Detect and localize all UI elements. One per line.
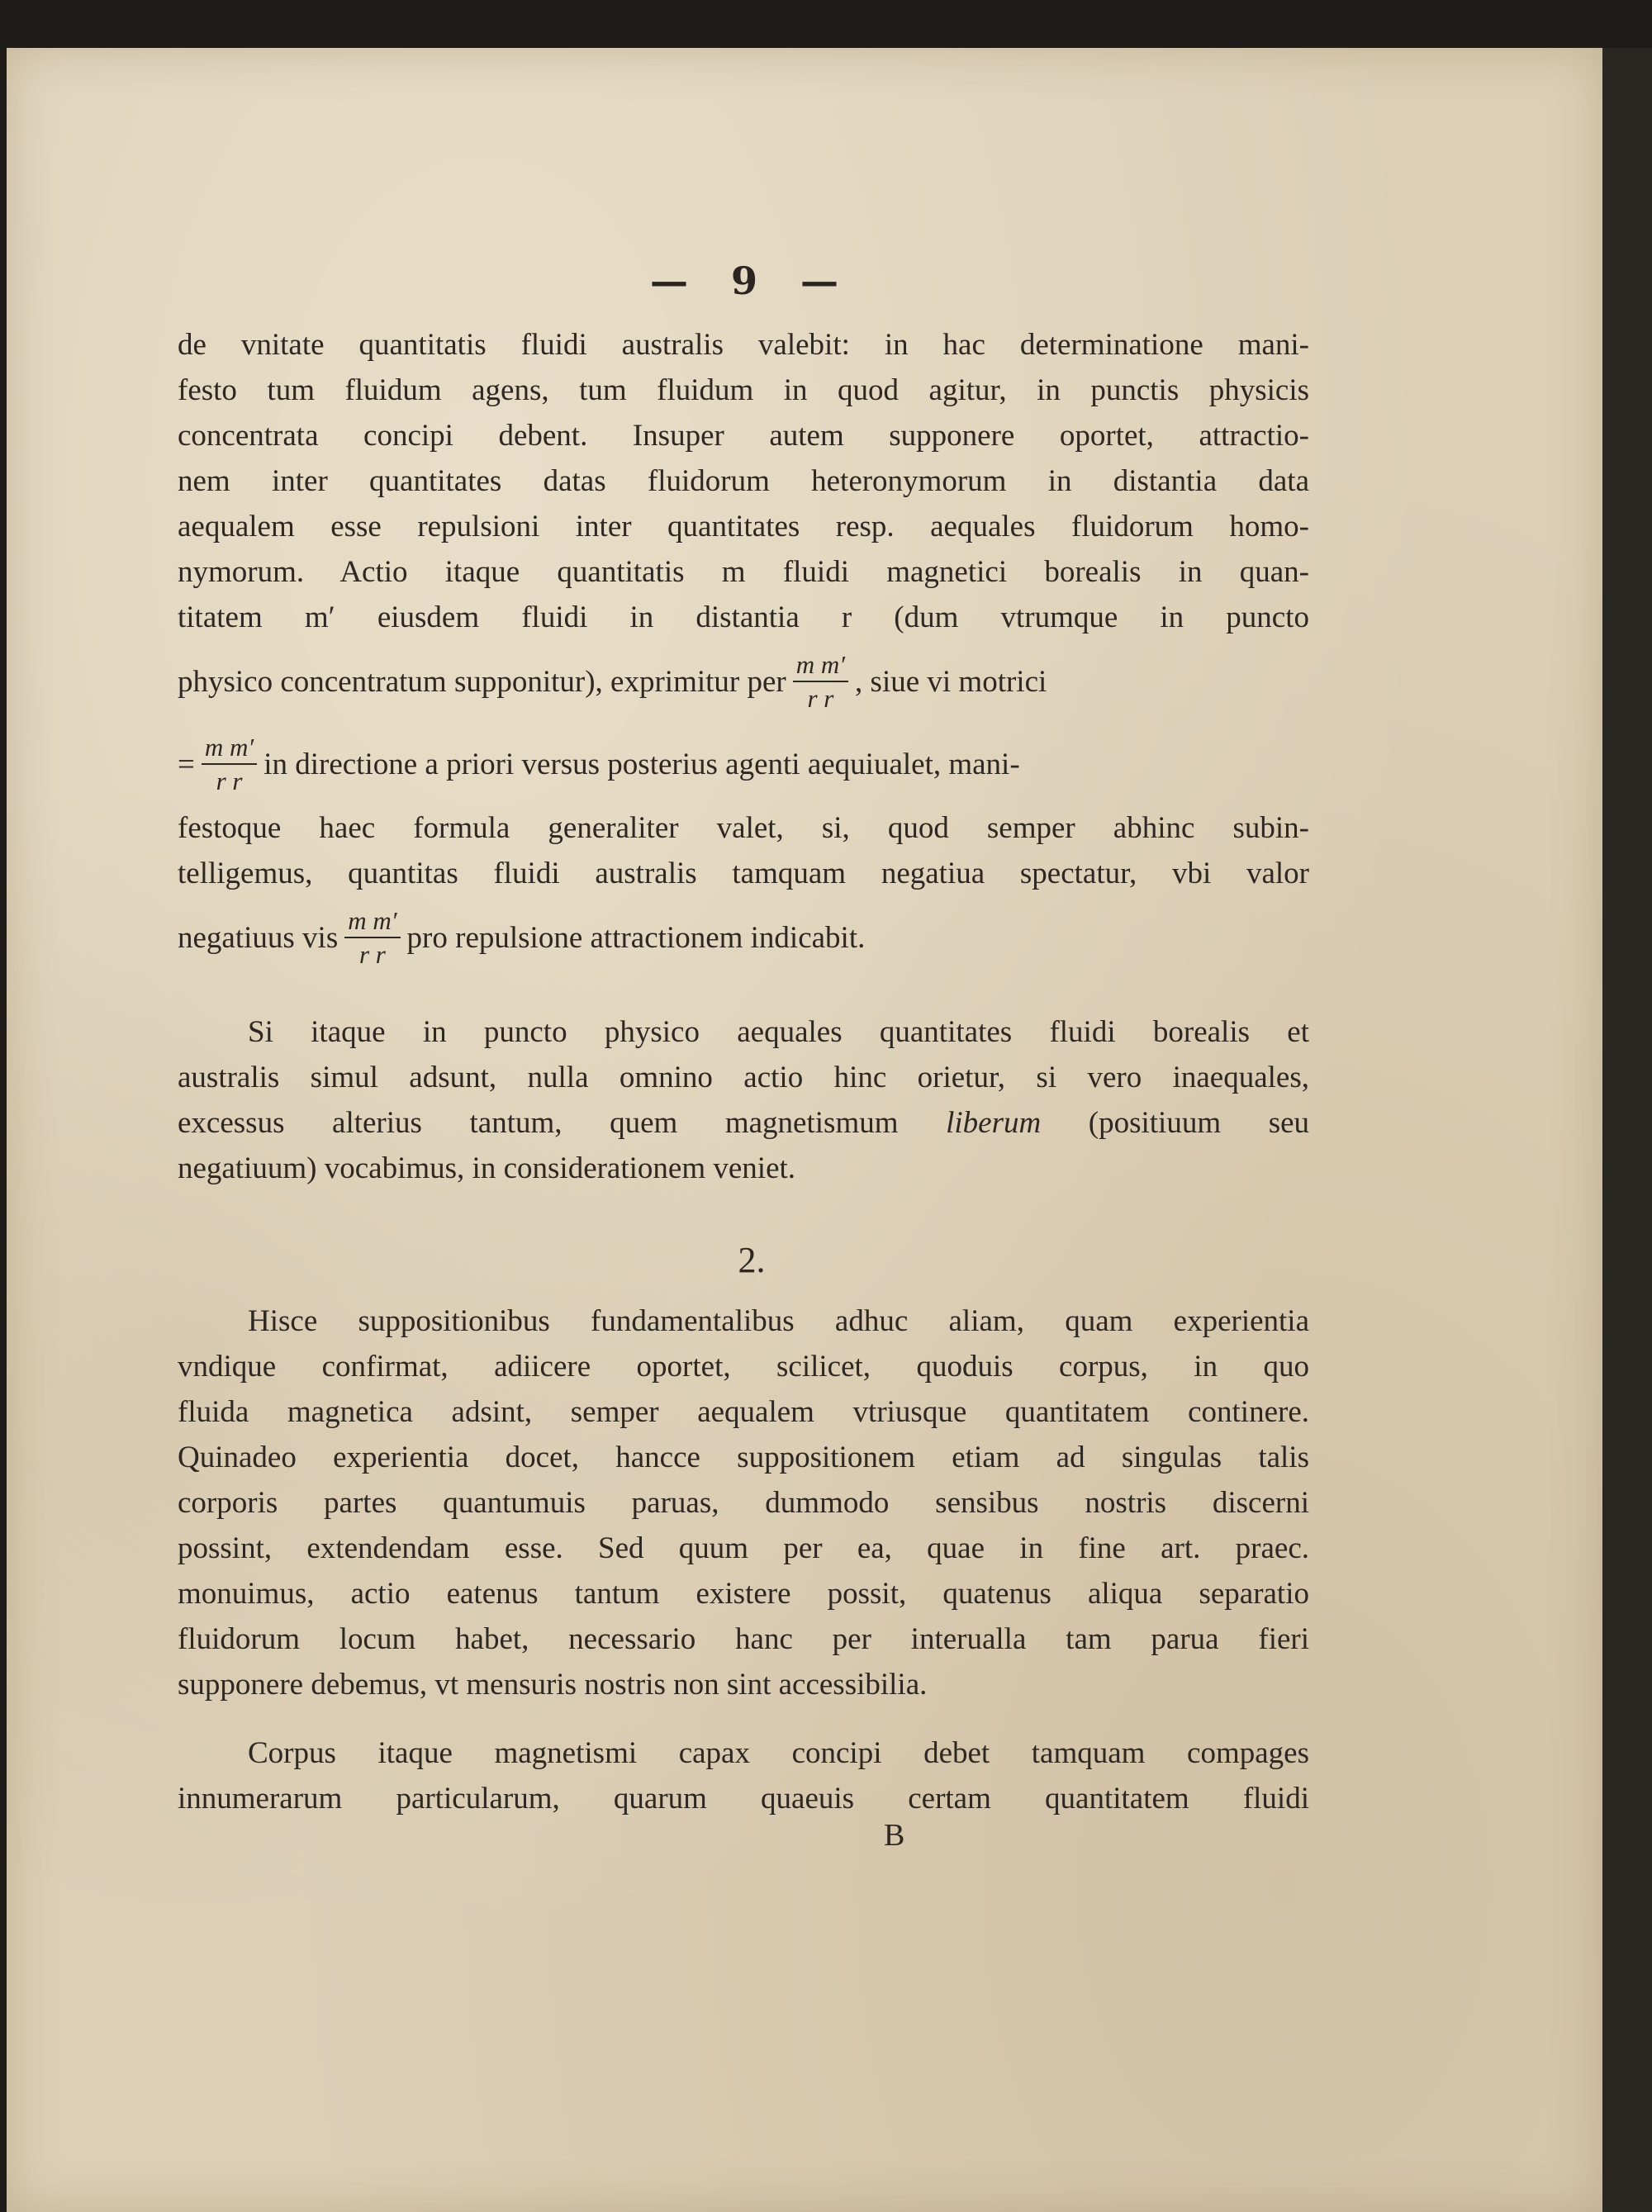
- text-line: aequalem esse repulsioni inter quantitates resp. aequales fluidorum homo-: [178, 510, 1309, 544]
- text-line: nymorum. Actio itaque quantitatis m fluidi magnetici borealis in quan-: [178, 555, 1309, 589]
- fraction-numerator: m m′: [344, 908, 400, 938]
- emphasis: liberum: [946, 1106, 1042, 1140]
- text-line: [178, 1100, 1309, 1146]
- formula-line-1: [178, 640, 1309, 723]
- text-line: Si itaque in puncto physico aequales quantitates fluidi borealis et: [248, 1015, 1309, 1049]
- text-segment: in directione a priori versus posterius agenti aequiualet, mani-: [263, 747, 1020, 781]
- paragraph-2: [178, 1009, 1309, 1191]
- text-line: Quinadeo experientia docet, hancce suppositionem etiam ad singulas talis: [178, 1441, 1309, 1474]
- page-number: — 9 —: [649, 259, 854, 303]
- text-line: fluida magnetica adsint, semper aequalem vtriusque quantitatem continere.: [178, 1395, 1309, 1429]
- text-line: corporis partes quantumuis paruas, dummodo sensibus nostris discerni: [178, 1486, 1309, 1520]
- fraction-numerator: m m′: [202, 734, 257, 765]
- paragraph-4: [178, 1730, 1309, 1821]
- text-segment: excessus alterius tantum, quem magnetismum: [178, 1106, 899, 1140]
- formula-line-2: [178, 723, 1309, 805]
- text-line: telligemus, quantitas fluidi australis tamquam negatiua spectatur, vbi valor: [178, 857, 1309, 890]
- fraction-mm-rr: [344, 908, 400, 967]
- text-line: de vnitate quantitatis fluidi australis valebit: in hac determinatione mani-: [178, 328, 1309, 362]
- text-segment: physico concentratum supponitur), exprimitur per: [178, 664, 786, 699]
- text-line: Corpus itaque magnetismi capax concipi debet tamquam compages: [248, 1736, 1309, 1770]
- text-line: titatem m′ eiusdem fluidi in distantia r (dum vtrumque in puncto: [178, 600, 1309, 634]
- page-edge-shadow: [1602, 48, 1652, 2212]
- text-line: australis simul adsunt, nulla omnino actio hinc orietur, si vero inaequales,: [178, 1061, 1309, 1094]
- paragraph-1: [178, 322, 1309, 979]
- text-segment: (positiuum seu: [1088, 1106, 1310, 1140]
- text-line: monuimus, actio eatenus tantum existere possit, quatenus aliqua separatio: [178, 1577, 1309, 1611]
- fraction-numerator: m m′: [793, 652, 848, 682]
- text-segment: , siue vi motrici: [855, 664, 1047, 699]
- fraction-denominator: r r: [807, 684, 834, 713]
- text-line: vndique confirmat, adiicere oportet, scilicet, quoduis corpus, in quo: [178, 1350, 1309, 1384]
- fraction-mm-rr: [202, 734, 257, 794]
- text-line: festoque haec formula generaliter valet, si, quod semper abhinc subin-: [178, 811, 1309, 845]
- section-number: 2.: [738, 1240, 766, 1280]
- text-line: fluidorum locum habet, necessario hanc per interualla tam parua fieri: [178, 1622, 1309, 1656]
- text-line: negatiuum) vocabimus, in considerationem veniet.: [178, 1151, 796, 1185]
- text-line: festo tum fluidum agens, tum fluidum in quod agitur, in punctis physicis: [178, 373, 1309, 407]
- text-line: Hisce suppositionibus fundamentalibus adhuc aliam, quam experientia: [248, 1304, 1309, 1338]
- equals-sign: =: [178, 747, 195, 781]
- text-segment: negatiuus vis: [178, 920, 339, 955]
- text-segment: pro repulsione attractionem indicabit.: [406, 920, 866, 955]
- text-line: nem inter quantitates datas fluidorum heteronymorum in distantia data: [178, 464, 1309, 498]
- formula-line-3: [178, 896, 1309, 979]
- fraction-denominator: r r: [358, 940, 386, 969]
- text-line: innumerarum particularum, quarum quaeuis certam quantitatem fluidi: [178, 1782, 1309, 1816]
- paragraph-3: [178, 1298, 1309, 1707]
- fraction-mm-rr: [793, 652, 848, 711]
- signature-mark: B: [884, 1818, 905, 1853]
- text-line: possint, extendendam esse. Sed quum per ea, quae in fine art. praec.: [178, 1531, 1309, 1565]
- text-line: concentrata concipi debent. Insuper autem supponere oportet, attractio-: [178, 419, 1309, 453]
- text-line: supponere debemus, vt mensuris nostris non sint accessibilia.: [178, 1668, 928, 1702]
- fraction-denominator: r r: [216, 767, 243, 795]
